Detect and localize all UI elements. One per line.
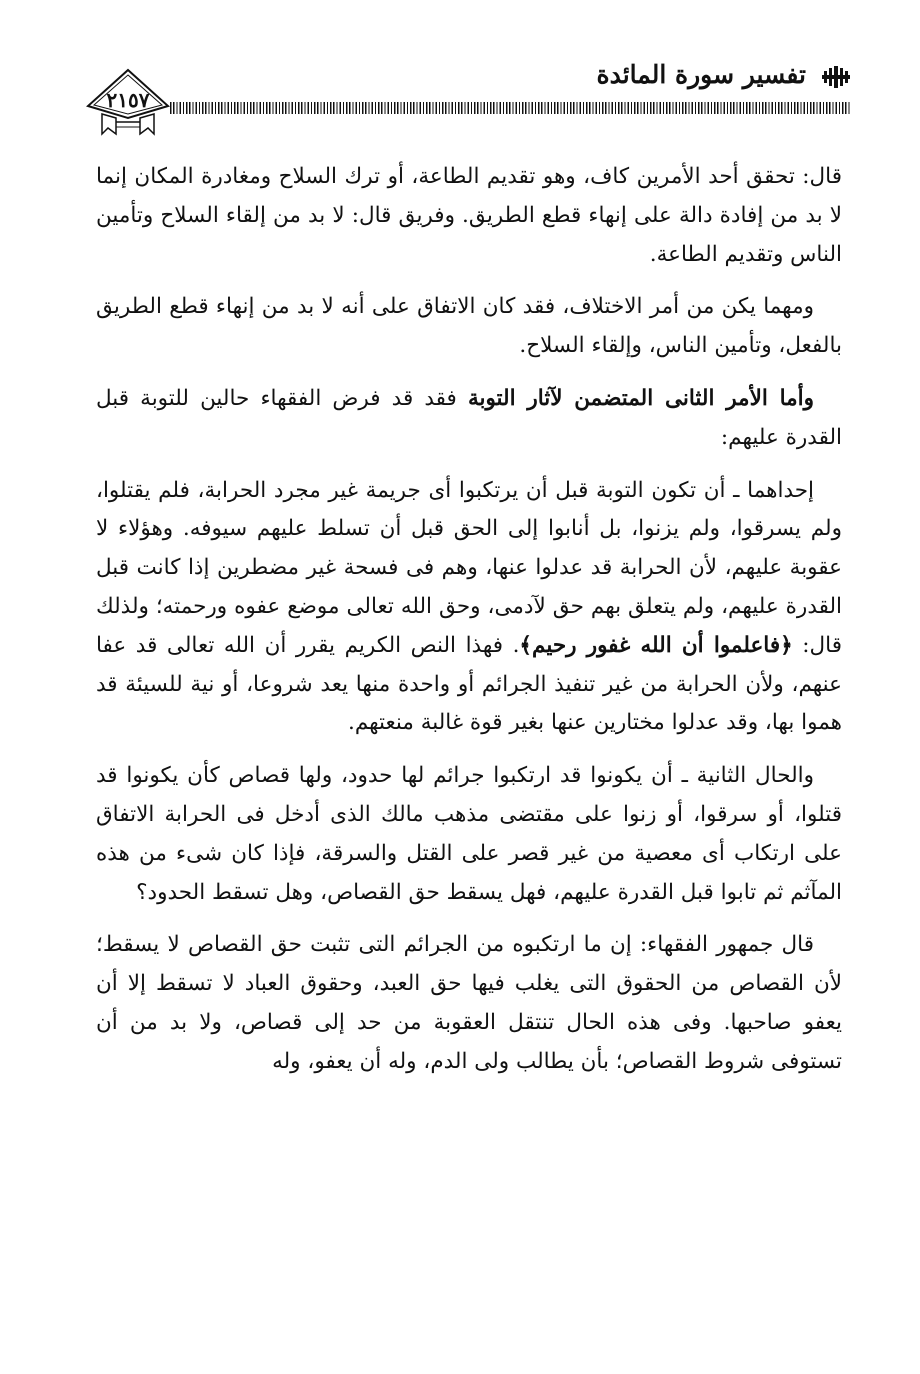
paragraph bbox=[96, 288, 842, 366]
quran-verse: ﴿فاعلموا أن الله غفور رحيم﴾ bbox=[519, 632, 793, 658]
paragraph bbox=[96, 380, 842, 458]
paragraph-text: قال: تحقق أحد الأمرين كاف، وهو تقديم الطاعة، أو ترك السلاح ومغادرة المكان إنما لا بد من إفادة دالة على إنهاء قطع الطريق. وفريق قال: لا بد من إلقاء السلاح وتأمين الناس وتقديم الطاعة. bbox=[96, 164, 842, 267]
paragraph bbox=[96, 158, 842, 274]
paragraph-text: ومهما يكن من أمر الاختلاف، فقد كان الاتفاق على أنه لا بد من إنهاء قطع الطريق بالفعل، وتأمين الناس، وإلقاء السلاح. bbox=[96, 294, 842, 359]
page-number: ٢١٥٧ bbox=[106, 88, 150, 112]
paragraph-text: فقد قد فرض الفقهاء حالين للتوبة قبل القدرة عليهم: bbox=[96, 385, 842, 450]
paragraph bbox=[96, 757, 842, 912]
paragraph-text: قال جمهور الفقهاء: إن ما ارتكبوه من الجرائم التى تثبت حق القصاص لا يسقط؛ لأن القصاص من الحقوق التى يغلب فيها حق العبد، وحقوق العباد لا تسقط إلا أن يعفو صاحبها. وفى هذه الحال تنتقل العقوبة من حد إلى قصاص، ولا بد من أن تستوفى شروط القصاص؛ بأن يطالب ولى الدم، وله أن يعفو، وله bbox=[96, 932, 842, 1074]
paragraph-text-continued: . فهذا النص الكريم يقرر أن الله تعالى قد عفا عنهم، ولأن الحرابة من غير تنفيذ الجرائم أو واحدة منها يعد شروعا، أو نية للسيئة قد هموا بها، وقد عدلوا مختارين عنها بغير قوة غالبة منعتهم. bbox=[96, 632, 842, 736]
paragraph bbox=[96, 926, 842, 1081]
paragraph bbox=[96, 472, 842, 744]
paragraph-text: والحال الثانية ـ أن يكونوا قد ارتكبوا جرائم لها حدود، ولها قصاص كأن يكونوا قد قتلوا، أو سرقوا، أو زنوا على مقتضى مذهب مالك الذى أدخل فى الحرابة الاتفاق على ارتكاب أى معصية من غير قصر على القتل والسرقة، فإذا كان شىء من هذه المآثم ثم تابوا قبل القدرة عليهم، فهل يسقط حق القصاص، وهل تسقط الحدود؟ bbox=[96, 763, 842, 905]
bold-lead-text: وأما الأمر الثانى المتضمن لآثار التوبة bbox=[467, 385, 815, 411]
header-rule bbox=[170, 102, 850, 114]
body-text bbox=[96, 158, 842, 1096]
ornament-icon bbox=[822, 64, 850, 90]
page-number-badge bbox=[82, 66, 174, 146]
paragraph-text: إحداهما ـ أن تكون التوبة قبل أن يرتكبوا أى جريمة غير مجرد الحرابة، فلم يقتلوا، ولم يسرقوا، ولم يزنوا، بل أنابوا إلى الحق قبل أن تسلط عليهم سيوفه. وهؤلاء لا عقوبة عليهم، لأن الحرابة قد عدلوا عنها، وهم فى فسحة غير مضطرين إذا كانت قبل القدرة عليهم، ولم يتعلق بهم حق لآدمى، وحق الله تعالى موضع عفوه ورحمته؛ ولذلك قال: bbox=[96, 477, 842, 658]
running-title: تفسير سورة المائدة bbox=[596, 60, 806, 89]
running-header bbox=[90, 58, 850, 128]
